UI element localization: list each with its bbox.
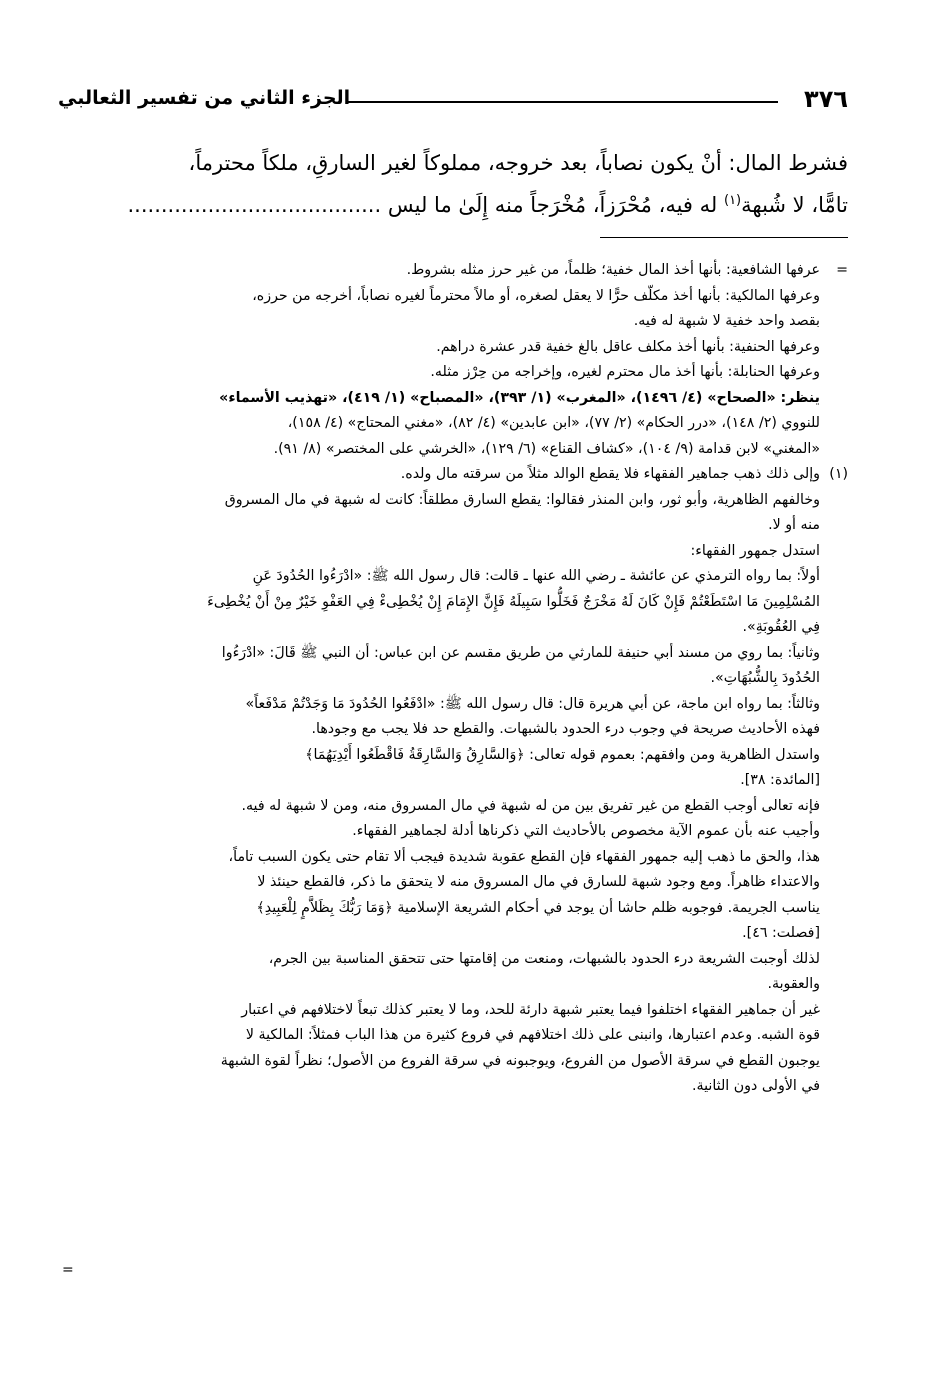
footnote-separator xyxy=(600,237,848,238)
footnote-line: الحُدُودَ بِالشُّبُهَاتِ». xyxy=(710,670,820,686)
footnote-line: فهذه الأحاديث صريحة في وجوب درء الحدود بالشبهات. والقطع حد فلا يجب مع وجودها. xyxy=(311,721,820,737)
footnote-line: وثالثاً: بما رواه ابن ماجة، عن أبي هريرة قال: قال رسول الله ﷺ: «ادْفَعُوا الحُدُودَ مَا وَجَدْتُمْ مَدْفَعاً» xyxy=(245,695,820,712)
main-line-2 xyxy=(60,184,848,226)
footnote-line: للنووي (٢/ ١٤٨)، «درر الحكام» (٢/ ٧٧)، «ابن عابدين» (٤/ ٨٢)، «مغني المحتاج» (٤/ ١٥٨)، xyxy=(287,415,820,431)
footnote-line: وعرفها المالكية: بأنها أخذ مكلّف حرًّا لا يعقل لصغره، أو مالاً محترماً لغيره نصاباً، أخرجه من حرزه، xyxy=(252,287,820,304)
footnote-line: فإنه تعالى أوجب القطع من غير تفريق بين من له شبهة في مال المسروق منه، ومن لا شبهة له فيه. xyxy=(241,797,820,814)
footnote-line: يوجبون القطع في سرقة الأصول من الفروع، ويوجبونه في سرقة الفروع من الأصول؛ نظراً لقوة الشبهة xyxy=(220,1052,820,1069)
footnote-line: والعقوبة. xyxy=(767,976,820,992)
footnote-line: المُسْلِمِينَ مَا اسْتَطَعْتُمْ فَإِنْ كَانَ لَهُ مَخْرَجٌ فَخَلُّوا سَبِيلَهُ فَإِنَّ الإِمَامَ إِنْ يُخْطِىءْ فِي العَفْوِ خَيْرٌ مِنْ أَنْ يُخْطِىءَ xyxy=(207,593,820,610)
footnote-line: وإلى ذلك ذهب جماهير الفقهاء فلا يقطع الوالد مثلاً من سرقته مال ولده. xyxy=(400,466,820,482)
footnotes xyxy=(58,258,848,1100)
footnote-line: يناسب الجريمة. فوجوبه ظلم حاشا أن يوجد في أحكام الشريعة الإسلامية ﴿وَمَا رَبُّكَ بِظَلاَّمٍ لِلْعَبِيدِ﴾ xyxy=(256,899,820,916)
main-text xyxy=(60,142,848,226)
footnote-line: أولاً: بما رواه الترمذي عن عائشة ـ رضي الله عنها ـ قالت: قال رسول الله ﷺ: «ادْرَءُوا الحُدُودَ عَنِ xyxy=(252,568,820,584)
footnote-line: وعرفها الحنفية: بأنها أخذ مكلف عاقل بالغ خفية قدر عشرة دراهم. xyxy=(436,338,820,355)
continuation-end-mark: = xyxy=(62,1262,74,1278)
footnote-line: «المغني» لابن قدامة (٩/ ١٠٤)، «كشاف القناع» (٦/ ١٢٩)، «الخرشي على المختصر» (٨/ ٩١). xyxy=(273,440,820,457)
main-line-2-end: له فيه، مُحْرَزاً، مُخْرَجاً منه إِلَىٰ ما ليس xyxy=(387,193,724,217)
footnote-line: ينظر: «الصحاح» (٤/ ١٤٩٦)، «المغرب» (١/ ٣٩٣)، «المصباح» (١/ ٤١٩)، «تهذيب الأسماء» xyxy=(219,389,820,406)
footnote-line: قوة الشبه. وعدم اعتبارها، وانبنى على ذلك اختلافهم في فروع كثيرة من هذا الباب فمثلاً: المالكية لا xyxy=(245,1027,820,1043)
footnote-line: بقصد واحد خفية لا شبهة له فيه. xyxy=(633,313,820,329)
footnote-line: لذلك أوجبت الشريعة درء الحدود بالشبهات، ومنعت من إقامتها حتى تتحقق المناسبة بين الجرم، xyxy=(268,950,820,967)
footnote-1 xyxy=(58,462,848,1100)
footnote-line: عرفها الشافعية: بأنها أخذ المال خفية؛ ظلماً، من غير حرز مثله بشروط. xyxy=(406,262,820,278)
footnote-continuation xyxy=(58,258,848,462)
page-number: ٣٧٦ xyxy=(804,85,848,113)
footnote-line: والاعتداء ظاهراً. ومع وجود شبهة للسارق في مال المسروق منه لا يتحقق ما ذكر، فالقطع حينئذ لا xyxy=(257,874,820,890)
footnote-line: وأجيب عنه بأن عموم الآية مخصوص بالأحاديث التي ذكرناها أدلة لجماهير الفقهاء. xyxy=(352,823,820,839)
main-line-1: فشرط المال: أنْ يكون نصاباً، بعد خروجه، مملوكاً لغير السارقِ، ملكاً محترماً، xyxy=(188,151,848,175)
page-header xyxy=(58,85,848,119)
footnote-reference[interactable]: (١) xyxy=(723,193,742,208)
footnote-line: في الأولى دون الثانية. xyxy=(692,1078,820,1094)
main-line-2-start: تامًّا، لا شُبهة xyxy=(741,193,848,217)
footnote-line: استدل جمهور الفقهاء: xyxy=(690,542,820,559)
footnote-line: وعرفها الحنابلة: بأنها أخذ مال محترم لغيره، وإخراجه من حِرْز مثله. xyxy=(430,364,820,380)
continuation-mark: = xyxy=(836,262,848,278)
footnote-line: وخالفهم الظاهرية، وأبو ثور، وابن المنذر فقالوا: يقطع السارق مطلقاً: كانت له شبهة في مال المسروق xyxy=(224,491,820,508)
footnote-line: [المائدة: ٣٨]. xyxy=(740,772,820,788)
ellipsis-dots: ...................................... xyxy=(127,193,382,217)
footnote-line: هذا، والحق ما ذهب إليه جمهور الفقهاء فإن القطع عقوبة شديدة فيجب ألا تقام حتى يكون السبب تاماً، xyxy=(228,848,820,865)
footnote-line: منه أو لا. xyxy=(768,517,820,533)
footnote-line: وثانياً: بما روي من مسند أبي حنيفة للمارثي من طريق مقسم عن ابن عباس: أن النبي ﷺ قَالَ: «ادْرَءُوا xyxy=(221,644,820,661)
footnote-line: فِي العُقُوبَةِ». xyxy=(742,619,820,635)
running-title: الجزء الثاني من تفسير الثعالبي xyxy=(58,87,351,109)
header-rule xyxy=(348,101,778,103)
footnote-line: واستدل الظاهرية ومن وافقهم: بعموم قوله تعالى: ﴿وَالسَّارِقُ وَالسَّارِقَةُ فَاقْطَعُوا أَيْدِيَهُمَا﴾ xyxy=(305,746,820,763)
footnote-line: [فصلت: ٤٦]. xyxy=(742,925,820,941)
footnote-1-mark: (١) xyxy=(829,466,848,482)
footnote-line: غير أن جماهير الفقهاء اختلفوا فيما يعتبر شبهة دارئة للحد، وما لا يعتبر كذلك تبعاً لاختلافهم في اعتبار xyxy=(241,1001,820,1018)
